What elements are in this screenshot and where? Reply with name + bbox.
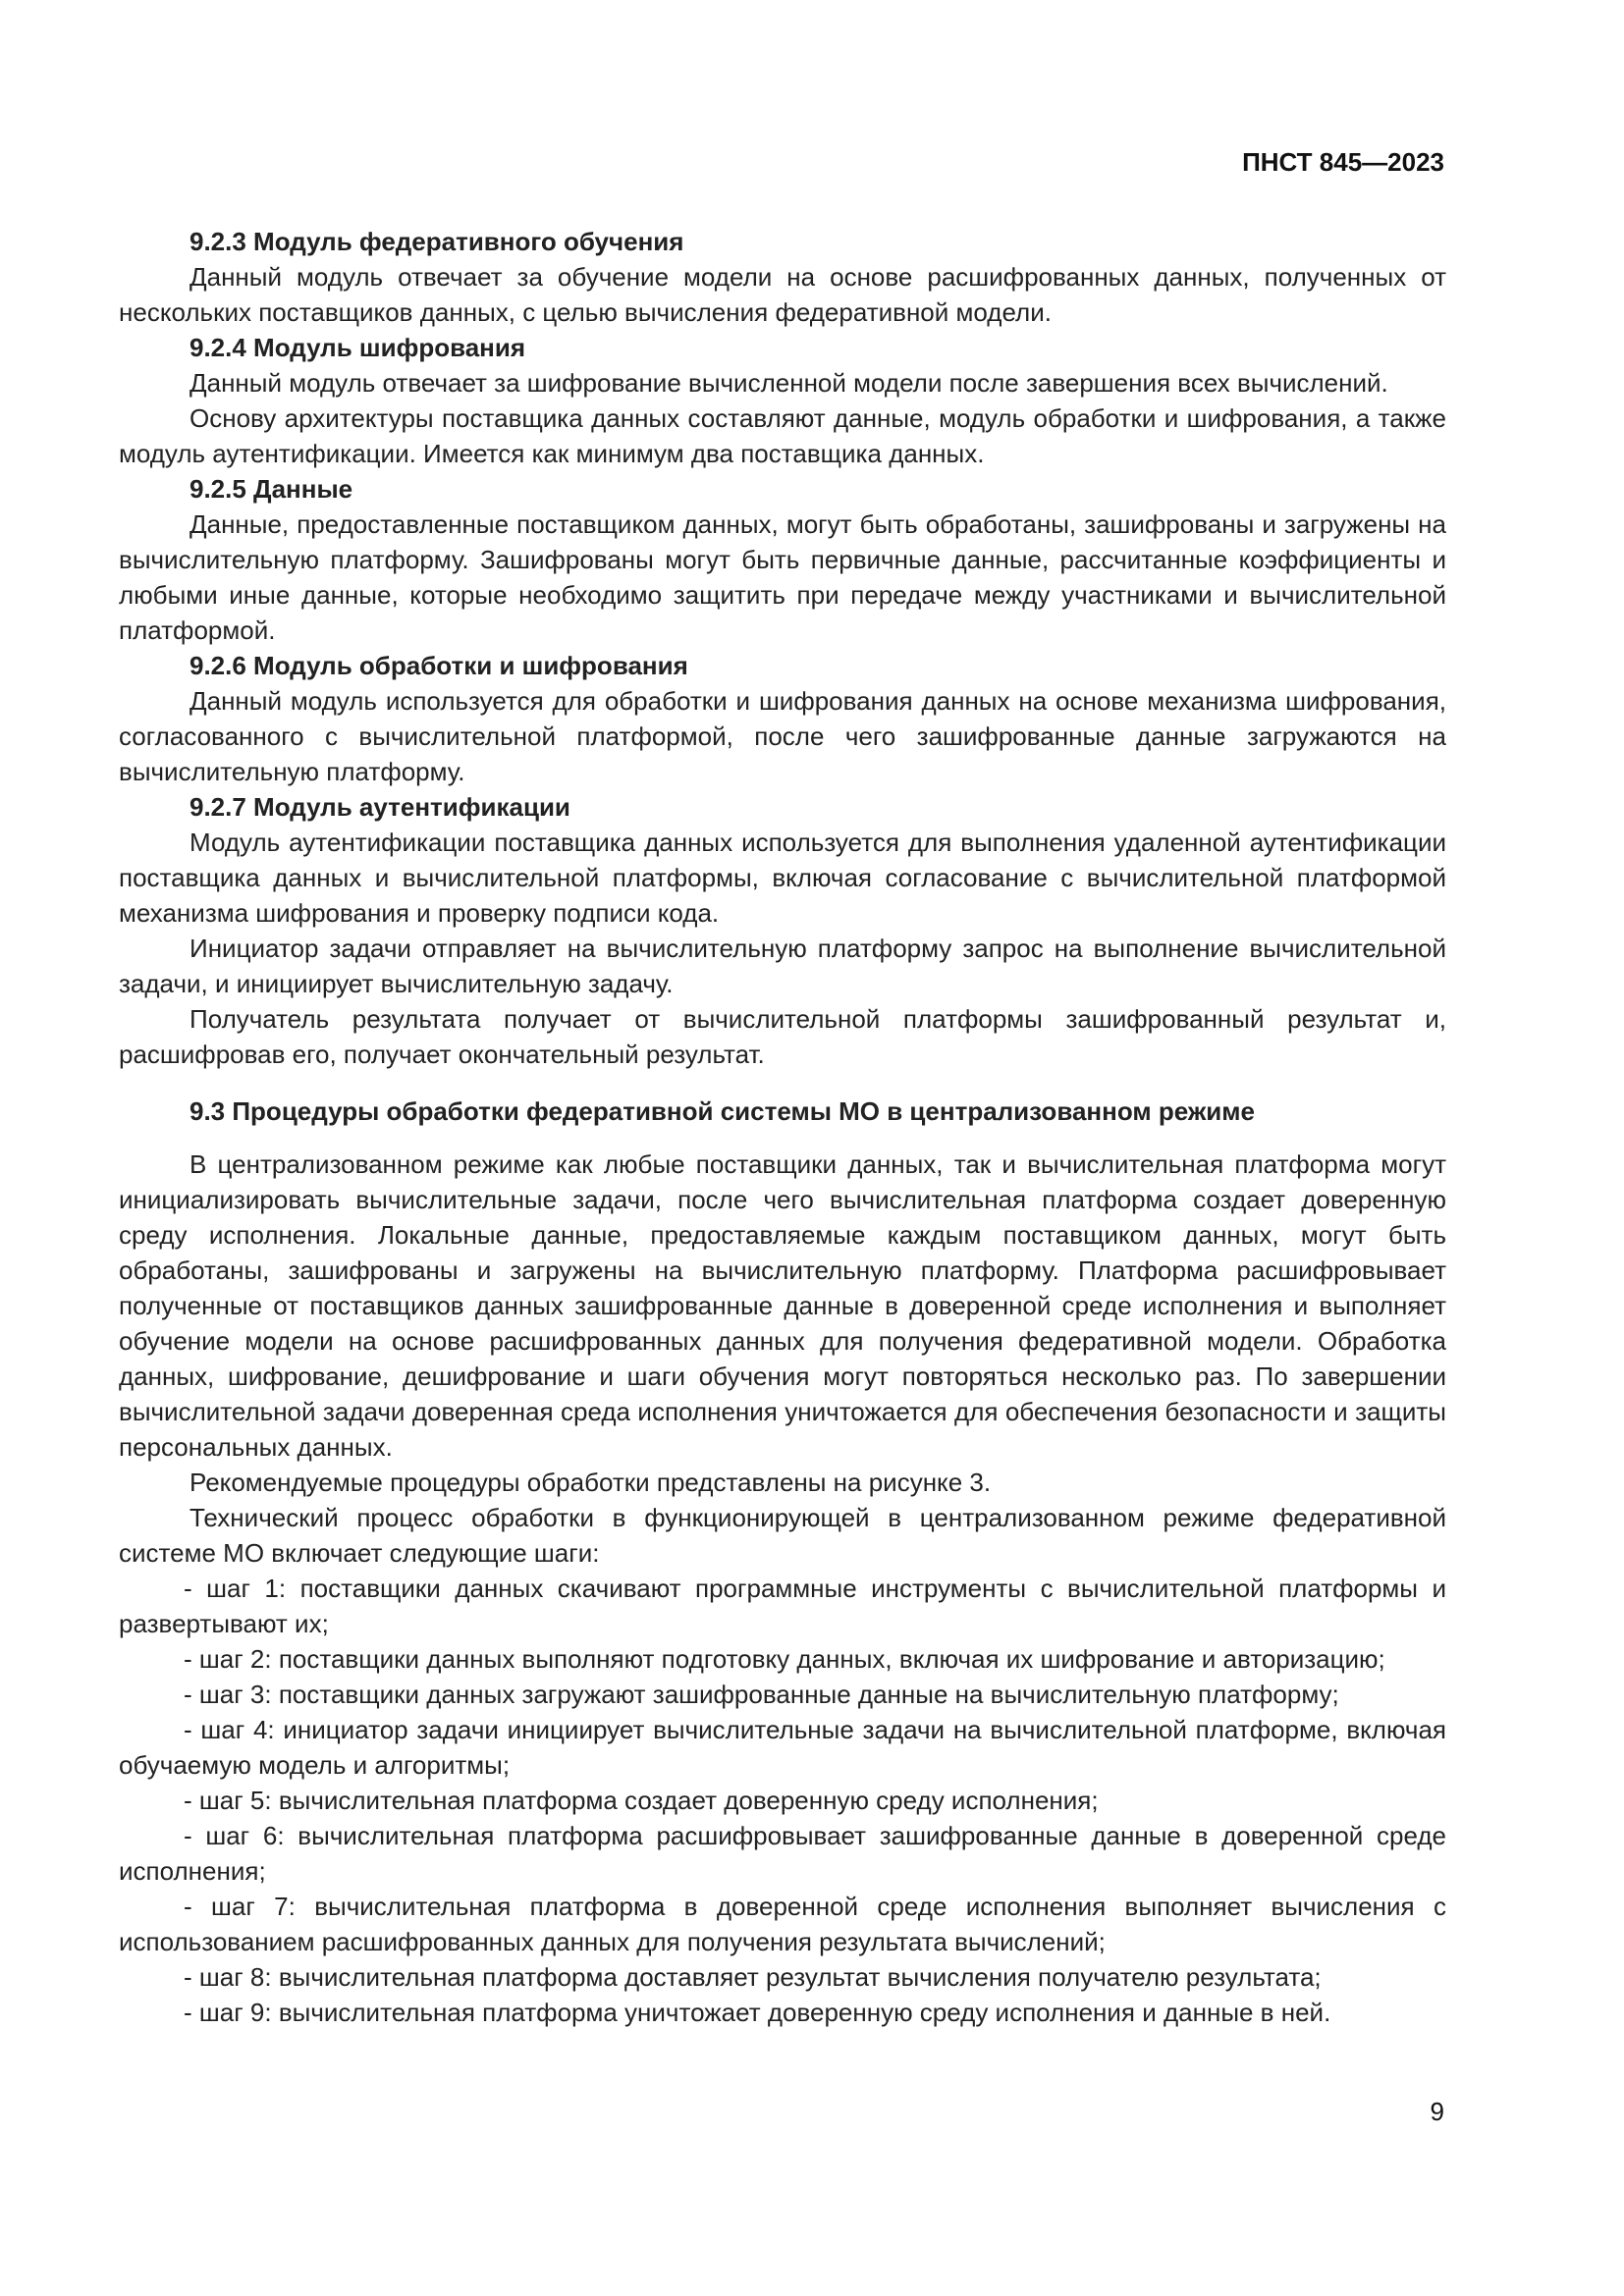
document-body <box>119 224 1446 2030</box>
section-heading-9-2-7: 9.2.7 Модуль аутентификации <box>189 792 570 822</box>
section-heading-9-2-6: 9.2.6 Модуль обработки и шифрования <box>189 651 688 680</box>
page-number: 9 <box>1430 2097 1444 2126</box>
list-item-step-2: - шаг 2: поставщики данных выполняют подготовку данных, включая их шифрование и авторизацию; <box>184 1644 1385 1674</box>
paragraph: Данный модуль отвечает за шифрование вычисленной модели после завершения всех вычислений. <box>189 368 1388 398</box>
paragraph: Рекомендуемые процедуры обработки представлены на рисунке 3. <box>189 1468 992 1497</box>
section-heading-9-2-3: 9.2.3 Модуль федеративного обучения <box>189 227 684 256</box>
paragraph: Данный модуль отвечает за обучение модели на основе расшифрованных данных, полученных от нескольких поставщиков данных, с целью вычисления федеративной модели. <box>119 262 1446 327</box>
paragraph: Данные, предоставленные поставщиком данных, могут быть обработаны, зашифрованы и загружены на вычислительную платформу. Зашифрованы могут быть первичные данные, рассчитанные коэффициенты и любыми иные данные, которые необходимо защитить при передаче между участниками и вычислительной платформой. <box>119 509 1446 645</box>
paragraph: Технический процесс обработки в функционирующей в централизованном режиме федеративной системе МО включает следующие шаги: <box>119 1503 1446 1568</box>
section-heading-9-2-5: 9.2.5 Данные <box>189 474 353 504</box>
list-item-step-8: - шаг 8: вычислительная платформа доставляет результат вычисления получателю результата; <box>184 1962 1322 1992</box>
section-heading-9-3: 9.3 Процедуры обработки федеративной системы МО в централизованном режиме <box>189 1096 1255 1126</box>
list-item-step-4: - шаг 4: инициатор задачи инициирует вычислительные задачи на вычислительной платформе, включая обучаемую модель и алгоритмы; <box>119 1715 1446 1780</box>
list-item-step-6: - шаг 6: вычислительная платформа расшифровывает зашифрованные данные в доверенной среде исполнения; <box>119 1821 1446 1886</box>
document-code: ПНСТ 845—2023 <box>1242 147 1444 177</box>
list-item-step-3: - шаг 3: поставщики данных загружают зашифрованные данные на вычислительную платформу; <box>184 1680 1339 1709</box>
paragraph: Данный модуль используется для обработки и шифрования данных на основе механизма шифрования, согласованного с вычислительной платформой, после чего зашифрованные данные загружаются на вычислительную платформу. <box>119 686 1446 786</box>
paragraph: Модуль аутентификации поставщика данных используется для выполнения удаленной аутентификации поставщика данных и вычислительной платформы, включая согласование с вычислительной платформой механизма шифрования и проверку подписи кода. <box>119 828 1446 928</box>
list-item-step-9: - шаг 9: вычислительная платформа уничтожает доверенную среду исполнения и данные в ней. <box>184 1998 1331 2027</box>
paragraph: В централизованном режиме как любые поставщики данных, так и вычислительная платформа могут инициализировать вычислительные задачи, после чего вычислительная платформа создает доверенную среду исполнения. Локальные данные, предоставляемые каждым поставщиком данных, могут быть обработаны, зашифрованы и загружены на вычислительную платформу. Платформа расшифровывает полученные от поставщиков данных зашифрованные данные в доверенной среде исполнения и выполняет обучение модели на основе расшифрованных данных для получения федеративной модели. Обработка данных, шифрование, дешифрование и шаги обучения могут повторяться несколько раз. По завершении вычислительной задачи доверенная среда исполнения уничтожается для обеспечения безопасности и защиты персональных данных. <box>119 1149 1446 1462</box>
paragraph: Основу архитектуры поставщика данных составляют данные, модуль обработки и шифрования, а также модуль аутентификации. Имеется как минимум два поставщика данных. <box>119 403 1446 468</box>
paragraph: Получатель результата получает от вычислительной платформы зашифрованный результат и, расшифровав его, получает окончательный результат. <box>119 1004 1446 1069</box>
list-item-step-5: - шаг 5: вычислительная платформа создает доверенную среду исполнения; <box>184 1786 1099 1815</box>
list-item-step-1: - шаг 1: поставщики данных скачивают программные инструменты с вычислительной платформы и развертывают их; <box>119 1574 1446 1638</box>
list-item-step-7: - шаг 7: вычислительная платформа в доверенной среде исполнения выполняет вычисления с использованием расшифрованных данных для получения результата вычислений; <box>119 1892 1446 1956</box>
paragraph: Инициатор задачи отправляет на вычислительную платформу запрос на выполнение вычислительной задачи, и инициирует вычислительную задачу. <box>119 934 1446 998</box>
section-heading-9-2-4: 9.2.4 Модуль шифрования <box>189 333 526 362</box>
